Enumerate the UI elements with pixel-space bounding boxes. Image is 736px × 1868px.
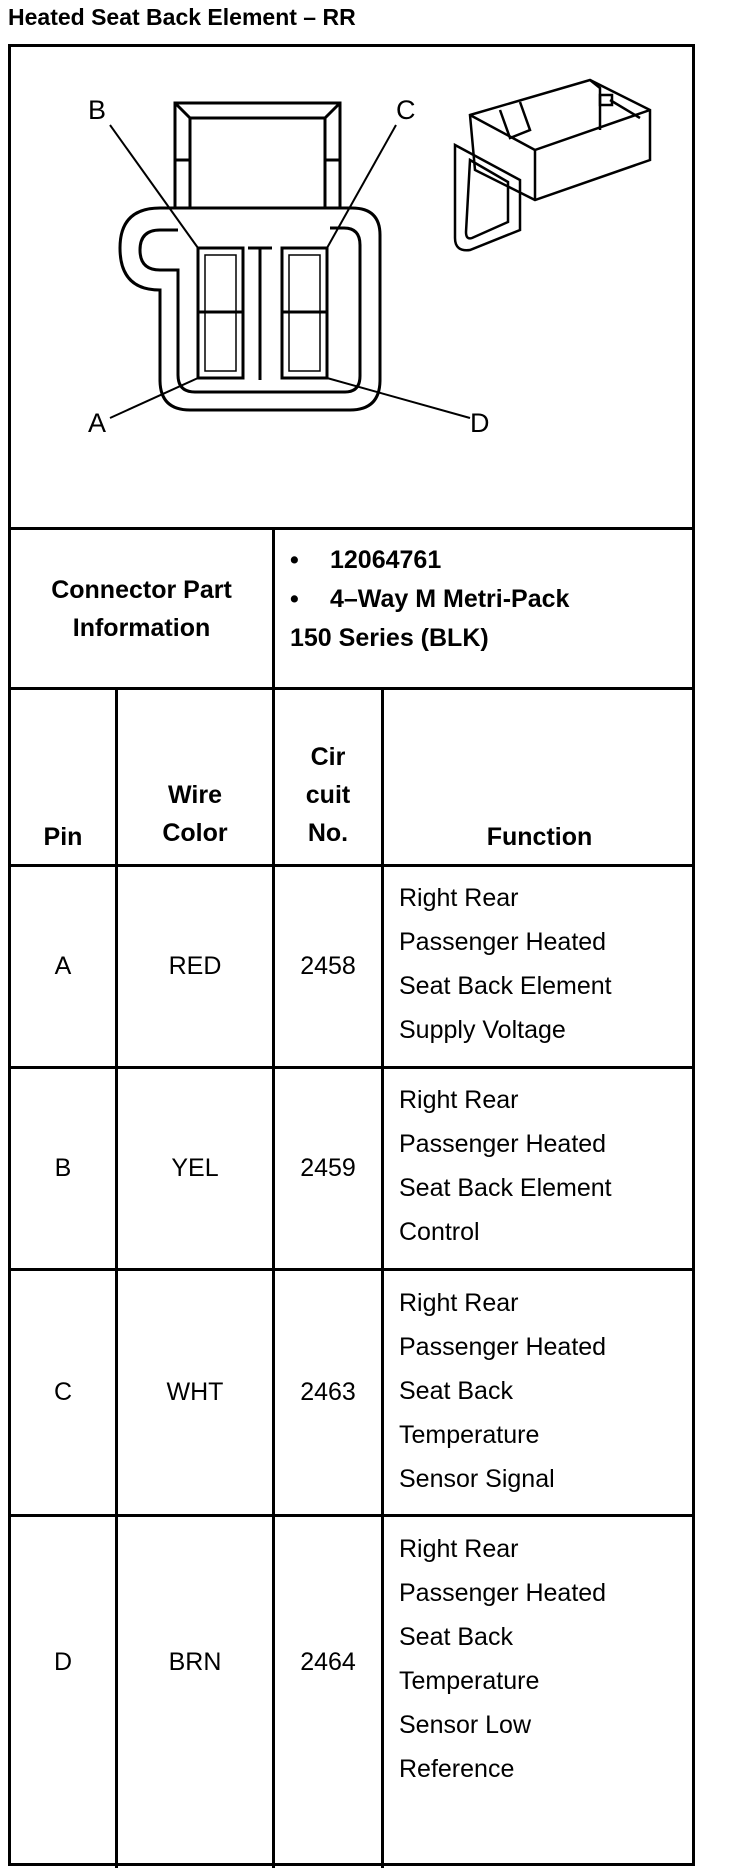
row-d-function bbox=[399, 1527, 606, 1791]
function-line: Control bbox=[399, 1218, 480, 1246]
header-circuit-line1: Cir bbox=[310, 743, 346, 771]
header-circuit-line3: No. bbox=[307, 819, 349, 847]
function-line: Seat Back Element bbox=[399, 1174, 612, 1202]
row-a-function bbox=[399, 876, 612, 1052]
function-line: Temperature bbox=[399, 1421, 540, 1449]
row-b-pin: B bbox=[54, 1154, 72, 1182]
bullet: • bbox=[290, 546, 299, 574]
pin-label-c: C bbox=[396, 95, 416, 125]
page-title: Heated Seat Back Element – RR bbox=[8, 4, 356, 30]
function-line: Sensor Low bbox=[399, 1711, 532, 1739]
bullet: • bbox=[290, 585, 299, 613]
row-a-circuit: 2458 bbox=[300, 952, 356, 980]
header-circuit-number bbox=[275, 690, 381, 852]
function-line: Passenger Heated bbox=[399, 1130, 607, 1158]
row-c-wire-color: WHT bbox=[166, 1378, 224, 1406]
pin-label-d: D bbox=[470, 408, 490, 438]
function-line: Right Rear bbox=[399, 884, 519, 912]
connector-info-label-line2: Information bbox=[72, 613, 211, 642]
divider bbox=[272, 527, 275, 688]
row-c-circuit: 2463 bbox=[300, 1378, 356, 1406]
header-circuit-line2: cuit bbox=[305, 781, 351, 809]
function-line: Temperature bbox=[399, 1667, 540, 1695]
function-line: Reference bbox=[399, 1755, 515, 1783]
part-number: 12064761 bbox=[330, 546, 442, 574]
function-line: Seat Back bbox=[399, 1623, 513, 1651]
header-wire-color-line2: Color bbox=[162, 819, 228, 847]
connector-description-line2: 150 Series (BLK) bbox=[290, 624, 489, 652]
function-line: Passenger Heated bbox=[399, 1579, 607, 1607]
connector-info-label bbox=[11, 530, 272, 687]
row-b-circuit: 2459 bbox=[300, 1154, 356, 1182]
function-line: Sensor Signal bbox=[399, 1465, 555, 1493]
row-c-pin: C bbox=[53, 1378, 73, 1406]
header-wire-color-line1: Wire bbox=[168, 781, 222, 809]
row-d-circuit: 2464 bbox=[300, 1647, 356, 1676]
function-line: Seat Back bbox=[399, 1377, 513, 1405]
function-line: Passenger Heated bbox=[399, 928, 607, 956]
header-pin: Pin bbox=[43, 823, 83, 851]
connector-description-line1: 4–Way M Metri-Pack bbox=[330, 585, 570, 613]
row-d-wire-color: BRN bbox=[168, 1647, 222, 1676]
function-line: Seat Back Element bbox=[399, 972, 612, 1000]
divider bbox=[381, 687, 384, 1868]
header-wire-color bbox=[118, 690, 272, 852]
function-line: Passenger Heated bbox=[399, 1333, 607, 1361]
header-function: Function bbox=[486, 823, 593, 851]
row-d-pin: D bbox=[53, 1647, 73, 1676]
function-line: Right Rear bbox=[399, 1086, 519, 1114]
function-line: Supply Voltage bbox=[399, 1016, 566, 1044]
row-a-pin: A bbox=[54, 952, 72, 980]
row-b-wire-color: YEL bbox=[171, 1154, 219, 1182]
row-c-function bbox=[399, 1281, 606, 1501]
function-line: Right Rear bbox=[399, 1289, 519, 1317]
function-line: Right Rear bbox=[399, 1535, 519, 1563]
connector-info-values bbox=[290, 541, 569, 658]
row-b-function bbox=[399, 1078, 612, 1254]
pin-label-a: A bbox=[88, 408, 107, 438]
row-a-wire-color: RED bbox=[168, 952, 222, 980]
connector-info-label-line1: Connector Part bbox=[51, 575, 232, 604]
pin-label-b: B bbox=[88, 95, 107, 125]
